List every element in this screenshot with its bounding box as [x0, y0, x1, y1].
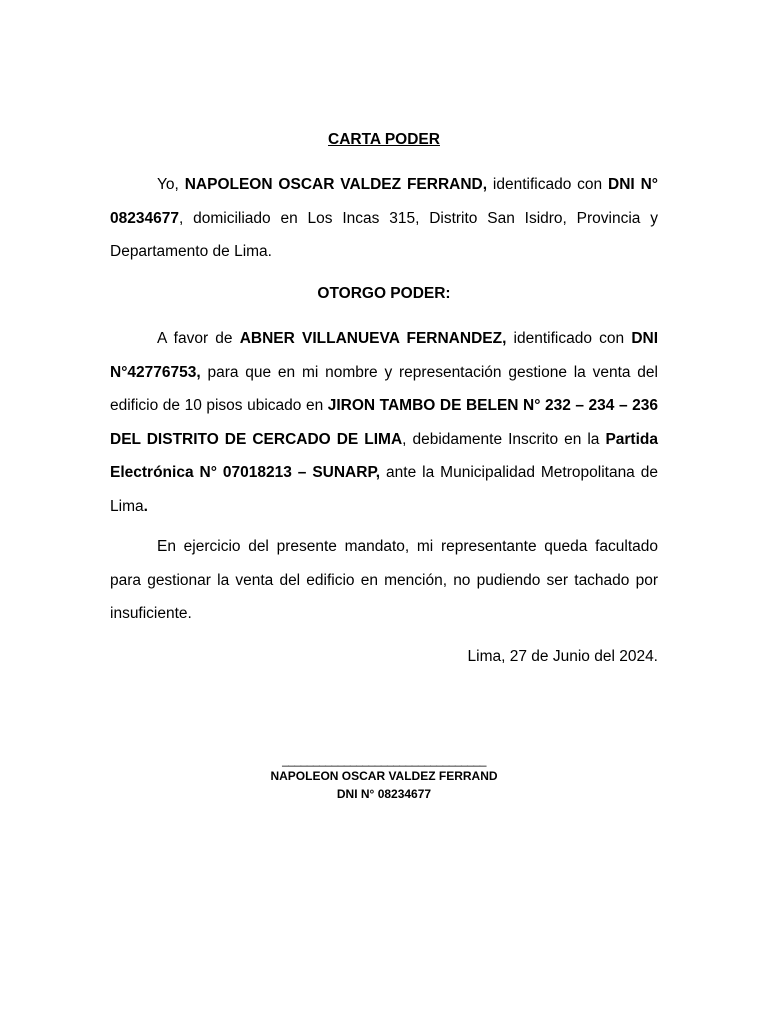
text-run: . — [143, 497, 148, 515]
signatory-name: NAPOLEON OSCAR VALDEZ FERRAND — [270, 769, 498, 783]
text-run: identificado con — [487, 176, 609, 193]
text-run: A favor de — [157, 330, 240, 347]
signature-line: _________________________________ — [282, 753, 486, 767]
declarant-paragraph — [110, 168, 658, 269]
proxy-name: ABNER VILLANUEVA FERNANDEZ, — [239, 330, 507, 347]
section-heading: OTORGO PODER: — [317, 285, 451, 302]
text-run: Yo, — [157, 176, 185, 193]
document-date: Lima, 27 de Junio del 2024. — [467, 648, 658, 665]
text-run: , domiciliado en Los Incas 315, Distrito San Isidro, Provincia y Departamento de Lima. — [110, 209, 658, 260]
proxy-dni: DNI N°42776753, — [110, 330, 659, 381]
declarant-name: NAPOLEON OSCAR VALDEZ FERRAND, — [184, 176, 488, 193]
text-run: ante la Municipalidad Metropolitana de Lima — [110, 464, 658, 515]
text-run: , debidamente Inscrito en la — [402, 430, 606, 448]
property-address: JIRON TAMBO DE BELEN N° 232 – 234 – 236 DEL DISTRITO DE CERCADO DE LIMA — [110, 397, 658, 448]
text-run: identificado con — [506, 330, 632, 347]
mandate-paragraph: En ejercicio del presente mandato, mi representante queda facultado para gestionar la venta del edificio en mención, no pudiendo ser tachado por insuficiente. — [110, 538, 658, 622]
registry-entry: Partida Electrónica N° 07018213 – SUNARP, — [110, 430, 658, 481]
grant-paragraph — [110, 322, 658, 523]
text-run: para que en mi nombre y representación gestione la venta del edificio de 10 pisos ubicado en — [110, 363, 658, 414]
signatory-dni: DNI N° 08234677 — [336, 787, 432, 801]
declarant-dni: DNI N° 08234677 — [110, 176, 658, 227]
document-title: CARTA PODER — [328, 131, 440, 148]
